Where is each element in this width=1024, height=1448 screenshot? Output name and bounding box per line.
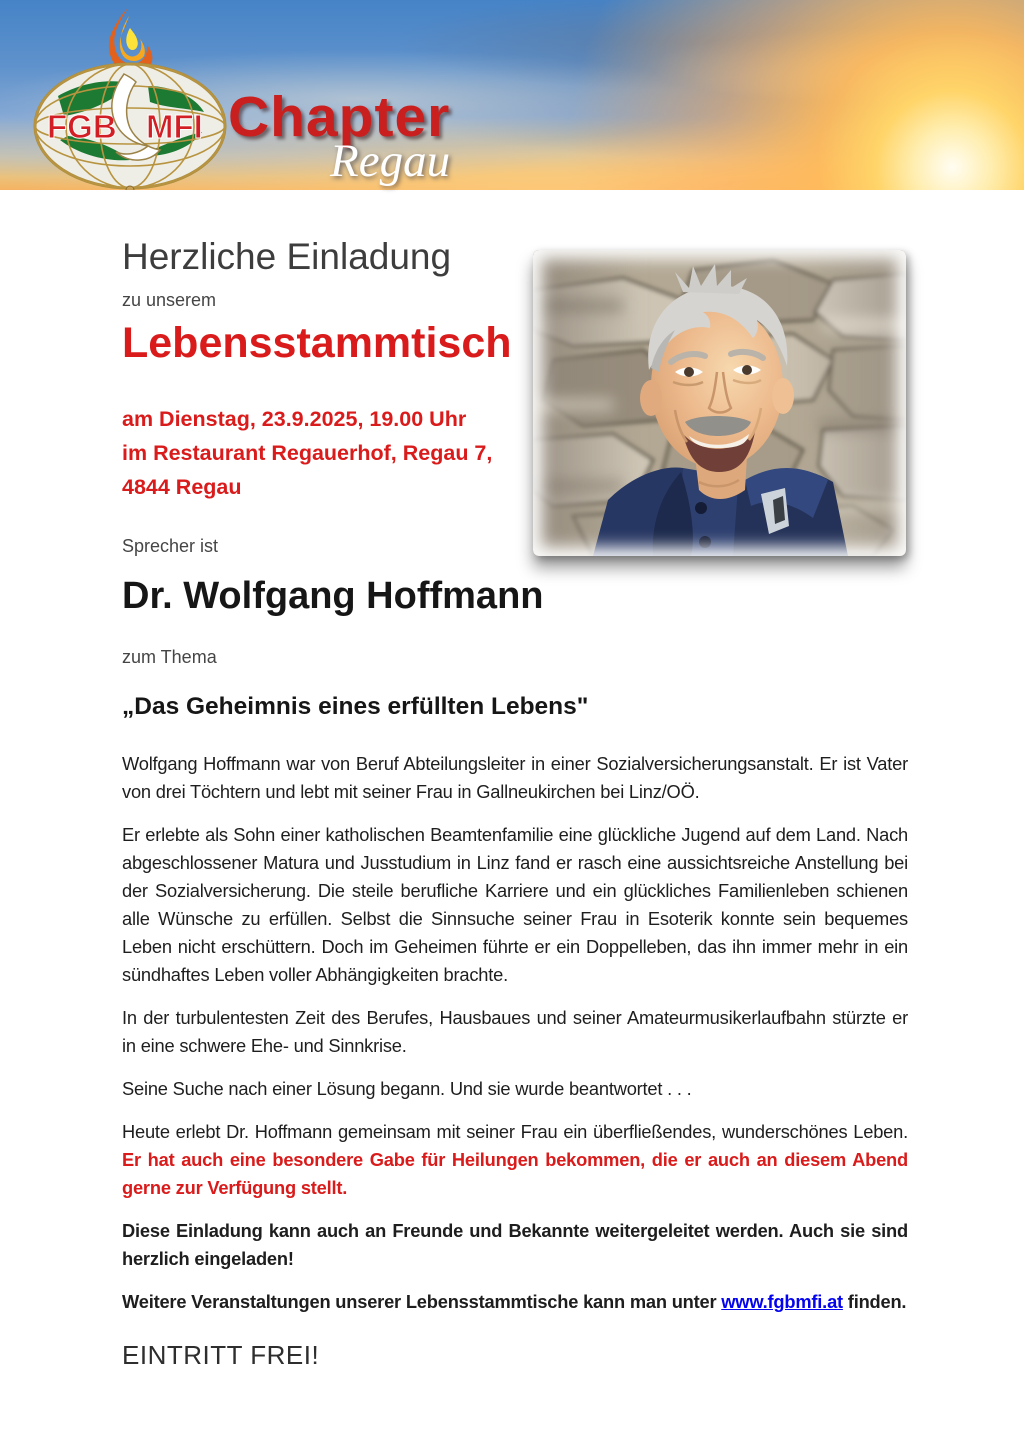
- speaker-name: Dr. Wolfgang Hoffmann: [122, 574, 544, 617]
- brand-chapter-label: Chapter: [228, 85, 451, 149]
- bio-paragraph-4: Seine Suche nach einer Lösung begann. Und sie wurde beantwortet . . .: [122, 1077, 692, 1099]
- event-location-line: im Restaurant Regauerhof, Regau 7,: [122, 440, 493, 465]
- subgreeting-text: zu unserem: [122, 289, 217, 310]
- torch-flame-icon: [109, 8, 152, 66]
- logo-text-right: MFI: [146, 108, 203, 145]
- brand-chapter-name: Regau: [330, 135, 451, 187]
- topic-intro-text: zum Thema: [122, 646, 217, 667]
- paragraph-5-red-part: Er hat auch eine besondere Gabe für Heilungen bekommen, die er auch an diesem Abend gerne zur Verfügung stellt.: [122, 1148, 908, 1198]
- website-paragraph: [122, 1288, 908, 1316]
- event-title: Lebensstammtisch: [122, 318, 512, 367]
- event-city-line: 4844 Regau: [122, 474, 242, 499]
- website-text-after: finden.: [842, 1290, 907, 1312]
- topic-title: „Das Geheimnis eines erfüllten Lebens": [122, 692, 589, 720]
- free-entry-text: EINTRITT FREI!: [122, 1339, 320, 1370]
- fgbmfi-logo: [20, 4, 238, 190]
- paragraph-5-black-part: Heute erlebt Dr. Hoffmann gemeinsam mit seiner Frau ein überfließendes, wunderschönes Leben.: [122, 1120, 908, 1142]
- bio-paragraph-2: Er erlebte als Sohn einer katholischen Beamtenfamilie eine glückliche Jugend auf dem Land. Nach abgeschlossener Matura und Jusstudium in Linz fand er rasch eine aussichtsreiche Anstellung bei der Sozialversicherung. Die steile berufliche Karriere und ein glückliches Familienleben schienen alle Wünsche zu erfüllen. Selbst die Sinnsuche seiner Frau in Esoterik konnte sein bequemes Leben nicht erschüttern. Doch im Geheimen führte er ein Doppelleben, das ihn immer mehr in ein sündhaftes Leben voller Abhängigkeiten brachte.: [122, 823, 908, 985]
- website-text-before: Weitere Veranstaltungen unserer Lebensstammtische kann man unter: [122, 1290, 722, 1312]
- event-date-line: am Dienstag, 23.9.2025, 19.00 Uhr: [122, 406, 467, 431]
- flyer-content: [122, 190, 908, 1371]
- bio-paragraph-5: [122, 1118, 908, 1202]
- header-banner: [0, 0, 1024, 190]
- bio-paragraph-3: In der turbulentesten Zeit des Berufes, Hausbaues und seiner Amateurmusikerlaufbahn stürzte er in eine schwere Ehe- und Sinnkrise.: [122, 1006, 908, 1056]
- speaker-intro-text: Sprecher ist: [122, 535, 219, 556]
- logo-text-left: FGB: [47, 108, 117, 145]
- fgbmfi-website-link[interactable]: www.fgbmfi.at: [721, 1290, 843, 1312]
- greeting-heading: Herzliche Einladung: [122, 236, 452, 277]
- event-details: [122, 402, 542, 504]
- bio-paragraph-1: Wolfgang Hoffmann war von Beruf Abteilungsleiter in einer Sozialversicherungsanstalt. Er ist Vater von drei Töchtern und lebt mit seiner Frau in Gallneukirchen bei Linz/OÖ.: [122, 752, 908, 802]
- forward-invitation-paragraph: Diese Einladung kann auch an Freunde und Bekannte weitergeleitet werden. Auch sie sind herzlich eingeladen!: [122, 1219, 908, 1269]
